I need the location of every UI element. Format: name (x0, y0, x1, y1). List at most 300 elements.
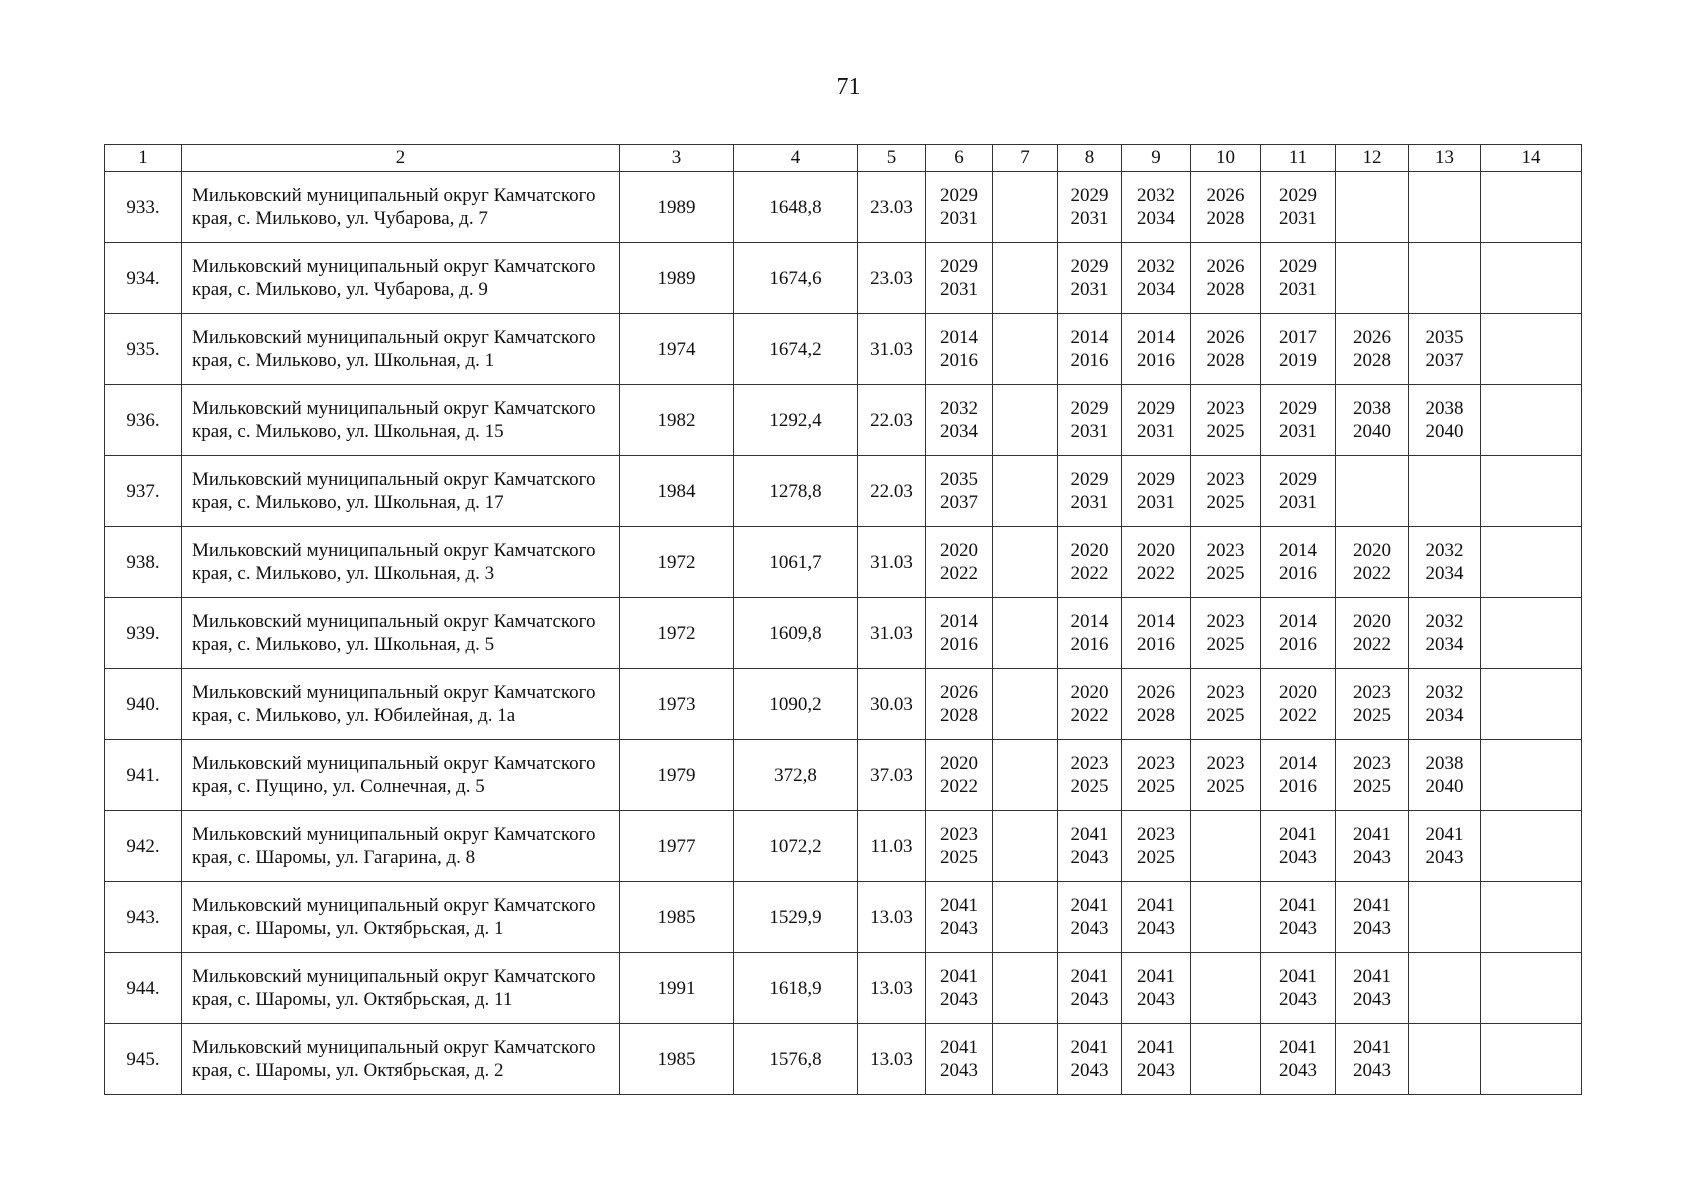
address-cell: Мильковский муниципальный округ Камчатского края, с. Мильково, ул. Школьная, д. 5 (182, 598, 620, 669)
period-start: 2014 (1137, 611, 1175, 632)
period-cell-c9 (1122, 527, 1191, 598)
period-start: 2014 (940, 611, 978, 632)
period-cell-c9 (1122, 172, 1191, 243)
period-cell-c12 (1336, 527, 1409, 598)
period-cell-c7 (993, 882, 1058, 953)
table-row (105, 456, 1582, 527)
period-cell-c10 (1191, 669, 1261, 740)
period-end: 2034 (1137, 279, 1175, 300)
period-cell-c7 (993, 1024, 1058, 1095)
column-header: 14 (1481, 145, 1582, 172)
row-number-cell: 938. (105, 527, 182, 598)
period-cell-c14 (1481, 953, 1582, 1024)
period-end: 2043 (940, 1060, 978, 1081)
address-cell: Мильковский муниципальный округ Камчатского края, с. Пущино, ул. Солнечная, д. 5 (182, 740, 620, 811)
year-built-cell: 1985 (620, 1024, 734, 1095)
period-cell-c14 (1481, 882, 1582, 953)
period-start: 2014 (1279, 611, 1317, 632)
period-cell-c10 (1191, 1024, 1261, 1095)
period-start: 2029 (1279, 256, 1317, 277)
period-end: 2025 (1353, 705, 1391, 726)
row-number-cell: 937. (105, 456, 182, 527)
period-cell-c11 (1261, 172, 1336, 243)
period-cell-c9 (1122, 669, 1191, 740)
period-start: 2029 (1070, 185, 1109, 206)
period-end: 2031 (1070, 279, 1109, 300)
period-start: 2029 (1070, 469, 1109, 490)
period-end: 2043 (1425, 847, 1464, 868)
period-end: 2043 (940, 918, 978, 939)
period-cell-c12 (1336, 882, 1409, 953)
column-header: 8 (1058, 145, 1122, 172)
code-cell: 31.03 (858, 314, 926, 385)
period-start: 2041 (1070, 1037, 1109, 1058)
period-cell-c13 (1409, 243, 1481, 314)
period-end: 2022 (1353, 634, 1391, 655)
period-cell-c12 (1336, 953, 1409, 1024)
table-row (105, 953, 1582, 1024)
period-cell-c10 (1191, 385, 1261, 456)
period-end: 2034 (1425, 705, 1464, 726)
period-end: 2016 (940, 634, 978, 655)
period-start: 2032 (1425, 540, 1464, 561)
period-start: 2041 (940, 895, 978, 916)
period-start: 2041 (1279, 966, 1317, 987)
period-start: 2026 (1206, 256, 1245, 277)
period-end: 2031 (1070, 421, 1109, 442)
period-cell-c12 (1336, 669, 1409, 740)
period-cell-c7 (993, 385, 1058, 456)
period-cell-c9 (1122, 953, 1191, 1024)
code-cell: 11.03 (858, 811, 926, 882)
period-cell-c8 (1058, 669, 1122, 740)
code-cell: 13.03 (858, 953, 926, 1024)
period-start: 2041 (1353, 824, 1391, 845)
period-end: 2016 (1070, 350, 1109, 371)
period-end: 2022 (940, 563, 978, 584)
period-start: 2029 (1279, 398, 1317, 419)
period-end: 2025 (1206, 492, 1245, 513)
period-cell-c13 (1409, 882, 1481, 953)
period-start: 2041 (1353, 895, 1391, 916)
period-end: 2025 (1137, 847, 1175, 868)
period-cell-c13 (1409, 527, 1481, 598)
column-header: 10 (1191, 145, 1261, 172)
period-cell-c6 (926, 456, 993, 527)
period-end: 2025 (1206, 634, 1245, 655)
period-cell-c9 (1122, 456, 1191, 527)
row-number-cell: 944. (105, 953, 182, 1024)
period-start: 2026 (1137, 682, 1175, 703)
period-cell-c10 (1191, 243, 1261, 314)
period-cell-c9 (1122, 740, 1191, 811)
column-header: 7 (993, 145, 1058, 172)
period-start: 2023 (1137, 753, 1175, 774)
period-start: 2029 (1279, 469, 1317, 490)
period-end: 2025 (1137, 776, 1175, 797)
period-start: 2023 (1353, 753, 1391, 774)
year-built-cell: 1982 (620, 385, 734, 456)
period-cell-c6 (926, 527, 993, 598)
period-start: 2032 (1425, 611, 1464, 632)
period-cell-c13 (1409, 172, 1481, 243)
period-cell-c8 (1058, 598, 1122, 669)
period-cell-c6 (926, 314, 993, 385)
year-built-cell: 1972 (620, 598, 734, 669)
period-cell-c10 (1191, 527, 1261, 598)
period-cell-c10 (1191, 314, 1261, 385)
period-end: 2034 (1137, 208, 1175, 229)
row-number-cell: 945. (105, 1024, 182, 1095)
period-start: 2014 (1070, 327, 1109, 348)
period-cell-c10 (1191, 740, 1261, 811)
area-cell: 1674,6 (734, 243, 858, 314)
period-end: 2025 (1206, 563, 1245, 584)
period-cell-c6 (926, 243, 993, 314)
period-cell-c9 (1122, 385, 1191, 456)
period-start: 2023 (1070, 753, 1109, 774)
period-end: 2028 (1353, 350, 1391, 371)
period-start: 2020 (1279, 682, 1317, 703)
period-start: 2023 (1206, 398, 1245, 419)
table-row (105, 811, 1582, 882)
period-start: 2020 (1137, 540, 1175, 561)
period-cell-c9 (1122, 243, 1191, 314)
table-row (105, 314, 1582, 385)
period-cell-c6 (926, 172, 993, 243)
period-cell-c9 (1122, 1024, 1191, 1095)
period-start: 2041 (1353, 966, 1391, 987)
period-end: 2016 (1279, 634, 1317, 655)
period-start: 2023 (1206, 469, 1245, 490)
year-built-cell: 1989 (620, 172, 734, 243)
period-cell-c14 (1481, 527, 1582, 598)
period-start: 2023 (1206, 611, 1245, 632)
period-end: 2031 (1279, 421, 1317, 442)
period-cell-c11 (1261, 882, 1336, 953)
period-end: 2043 (1353, 847, 1391, 868)
address-cell: Мильковский муниципальный округ Камчатского края, с. Мильково, ул. Школьная, д. 17 (182, 456, 620, 527)
period-cell-c10 (1191, 456, 1261, 527)
period-start: 2035 (940, 469, 978, 490)
period-start: 2023 (1206, 682, 1245, 703)
period-cell-c11 (1261, 598, 1336, 669)
period-cell-c6 (926, 811, 993, 882)
area-cell: 1576,8 (734, 1024, 858, 1095)
period-start: 2041 (1279, 1037, 1317, 1058)
period-end: 2043 (1137, 989, 1175, 1010)
period-cell-c11 (1261, 669, 1336, 740)
period-end: 2022 (940, 776, 978, 797)
period-end: 2025 (1206, 421, 1245, 442)
period-end: 2031 (1070, 492, 1109, 513)
area-cell: 372,8 (734, 740, 858, 811)
period-start: 2041 (1353, 1037, 1391, 1058)
period-cell-c8 (1058, 811, 1122, 882)
period-cell-c13 (1409, 811, 1481, 882)
column-header: 5 (858, 145, 926, 172)
period-start: 2026 (1353, 327, 1391, 348)
period-cell-c9 (1122, 598, 1191, 669)
period-cell-c14 (1481, 172, 1582, 243)
address-cell: Мильковский муниципальный округ Камчатского края, с. Мильково, ул. Чубарова, д. 9 (182, 243, 620, 314)
period-start: 2035 (1425, 327, 1464, 348)
period-start: 2029 (940, 256, 978, 277)
table-row (105, 243, 1582, 314)
year-built-cell: 1991 (620, 953, 734, 1024)
address-cell: Мильковский муниципальный округ Камчатского края, с. Мильково, ул. Юбилейная, д. 1а (182, 669, 620, 740)
period-end: 2043 (1137, 918, 1175, 939)
period-start: 2041 (1425, 824, 1464, 845)
period-end: 2043 (1279, 847, 1317, 868)
period-end: 2016 (940, 350, 978, 371)
period-cell-c11 (1261, 1024, 1336, 1095)
period-cell-c14 (1481, 385, 1582, 456)
row-number-cell: 936. (105, 385, 182, 456)
period-end: 2043 (1353, 989, 1391, 1010)
table-row (105, 172, 1582, 243)
code-cell: 13.03 (858, 1024, 926, 1095)
area-cell: 1061,7 (734, 527, 858, 598)
area-cell: 1278,8 (734, 456, 858, 527)
column-header: 6 (926, 145, 993, 172)
period-end: 2031 (1070, 208, 1109, 229)
period-cell-c11 (1261, 456, 1336, 527)
table-row (105, 385, 1582, 456)
year-built-cell: 1985 (620, 882, 734, 953)
code-cell: 22.03 (858, 456, 926, 527)
address-cell: Мильковский муниципальный округ Камчатского края, с. Мильково, ул. Школьная, д. 15 (182, 385, 620, 456)
period-cell-c9 (1122, 882, 1191, 953)
table-row (105, 1024, 1582, 1095)
address-cell: Мильковский муниципальный округ Камчатского края, с. Шаромы, ул. Октябрьская, д. 11 (182, 953, 620, 1024)
period-end: 2043 (1353, 1060, 1391, 1081)
row-number-cell: 933. (105, 172, 182, 243)
column-header: 9 (1122, 145, 1191, 172)
period-cell-c14 (1481, 740, 1582, 811)
period-end: 2043 (1353, 918, 1391, 939)
period-start: 2041 (1070, 966, 1109, 987)
table-row (105, 740, 1582, 811)
period-cell-c8 (1058, 1024, 1122, 1095)
row-number-cell: 939. (105, 598, 182, 669)
area-cell: 1072,2 (734, 811, 858, 882)
period-start: 2032 (1425, 682, 1464, 703)
period-start: 2020 (1070, 682, 1109, 703)
period-cell-c8 (1058, 385, 1122, 456)
period-start: 2014 (1137, 327, 1175, 348)
period-cell-c13 (1409, 385, 1481, 456)
code-cell: 23.03 (858, 172, 926, 243)
period-start: 2041 (1137, 1037, 1175, 1058)
period-start: 2026 (1206, 185, 1245, 206)
row-number-cell: 943. (105, 882, 182, 953)
area-cell: 1609,8 (734, 598, 858, 669)
period-end: 2034 (1425, 563, 1464, 584)
period-cell-c13 (1409, 456, 1481, 527)
period-start: 2023 (940, 824, 978, 845)
period-end: 2028 (1206, 279, 1245, 300)
period-cell-c14 (1481, 669, 1582, 740)
period-end: 2031 (1279, 279, 1317, 300)
period-start: 2014 (1070, 611, 1109, 632)
period-cell-c7 (993, 740, 1058, 811)
area-cell: 1529,9 (734, 882, 858, 953)
period-cell-c12 (1336, 314, 1409, 385)
row-number-cell: 940. (105, 669, 182, 740)
period-end: 2043 (1279, 1060, 1317, 1081)
table-row (105, 527, 1582, 598)
period-start: 2014 (1279, 540, 1317, 561)
period-cell-c6 (926, 740, 993, 811)
column-header: 12 (1336, 145, 1409, 172)
period-start: 2023 (1137, 824, 1175, 845)
period-cell-c10 (1191, 598, 1261, 669)
period-end: 2031 (1137, 492, 1175, 513)
period-cell-c13 (1409, 953, 1481, 1024)
code-cell: 31.03 (858, 598, 926, 669)
period-end: 2040 (1353, 421, 1391, 442)
year-built-cell: 1989 (620, 243, 734, 314)
period-end: 2016 (1137, 634, 1175, 655)
period-end: 2034 (1425, 634, 1464, 655)
period-end: 2025 (940, 847, 978, 868)
period-end: 2019 (1279, 350, 1317, 371)
period-end: 2043 (1070, 1060, 1109, 1081)
period-cell-c12 (1336, 243, 1409, 314)
period-start: 2032 (1137, 185, 1175, 206)
registry-table (104, 144, 1582, 1095)
period-cell-c7 (993, 598, 1058, 669)
period-end: 2025 (1206, 776, 1245, 797)
period-cell-c14 (1481, 598, 1582, 669)
period-start: 2014 (940, 327, 978, 348)
period-cell-c7 (993, 243, 1058, 314)
period-cell-c13 (1409, 598, 1481, 669)
period-end: 2040 (1425, 776, 1464, 797)
period-cell-c8 (1058, 456, 1122, 527)
period-start: 2029 (1070, 398, 1109, 419)
period-end: 2022 (1070, 705, 1109, 726)
period-end: 2043 (940, 989, 978, 1010)
period-start: 2020 (940, 540, 978, 561)
period-start: 2029 (1279, 185, 1317, 206)
period-end: 2016 (1279, 563, 1317, 584)
period-cell-c12 (1336, 385, 1409, 456)
year-built-cell: 1974 (620, 314, 734, 385)
period-start: 2041 (940, 1037, 978, 1058)
period-cell-c8 (1058, 953, 1122, 1024)
year-built-cell: 1977 (620, 811, 734, 882)
period-end: 2022 (1279, 705, 1317, 726)
period-cell-c11 (1261, 527, 1336, 598)
period-end: 2025 (1070, 776, 1109, 797)
period-end: 2043 (1070, 918, 1109, 939)
period-start: 2026 (940, 682, 978, 703)
address-cell: Мильковский муниципальный округ Камчатского края, с. Шаромы, ул. Октябрьская, д. 2 (182, 1024, 620, 1095)
period-start: 2029 (1070, 256, 1109, 277)
period-start: 2041 (1279, 824, 1317, 845)
period-cell-c7 (993, 669, 1058, 740)
year-built-cell: 1973 (620, 669, 734, 740)
period-cell-c7 (993, 811, 1058, 882)
area-cell: 1618,9 (734, 953, 858, 1024)
period-cell-c6 (926, 1024, 993, 1095)
area-cell: 1648,8 (734, 172, 858, 243)
period-cell-c11 (1261, 314, 1336, 385)
period-end: 2028 (1206, 208, 1245, 229)
period-start: 2032 (1137, 256, 1175, 277)
period-end: 2031 (1279, 492, 1317, 513)
period-cell-c10 (1191, 172, 1261, 243)
period-end: 2043 (1137, 1060, 1175, 1081)
row-number-cell: 942. (105, 811, 182, 882)
period-cell-c12 (1336, 172, 1409, 243)
period-end: 2025 (1206, 705, 1245, 726)
area-cell: 1674,2 (734, 314, 858, 385)
period-end: 2028 (1206, 350, 1245, 371)
table-row (105, 882, 1582, 953)
period-end: 2043 (1279, 918, 1317, 939)
period-start: 2029 (940, 185, 978, 206)
address-cell: Мильковский муниципальный округ Камчатского края, с. Шаромы, ул. Гагарина, д. 8 (182, 811, 620, 882)
period-start: 2032 (940, 398, 978, 419)
period-start: 2041 (1279, 895, 1317, 916)
period-cell-c8 (1058, 314, 1122, 385)
area-cell: 1090,2 (734, 669, 858, 740)
period-end: 2031 (940, 279, 978, 300)
period-end: 2022 (1137, 563, 1175, 584)
period-start: 2020 (1070, 540, 1109, 561)
period-end: 2043 (1070, 847, 1109, 868)
period-cell-c10 (1191, 882, 1261, 953)
code-cell: 37.03 (858, 740, 926, 811)
period-cell-c8 (1058, 243, 1122, 314)
period-cell-c14 (1481, 314, 1582, 385)
period-cell-c6 (926, 385, 993, 456)
code-cell: 30.03 (858, 669, 926, 740)
period-cell-c13 (1409, 314, 1481, 385)
period-start: 2038 (1353, 398, 1391, 419)
column-header: 1 (105, 145, 182, 172)
address-cell: Мильковский муниципальный округ Камчатского края, с. Мильково, ул. Школьная, д. 3 (182, 527, 620, 598)
period-cell-c13 (1409, 669, 1481, 740)
code-cell: 31.03 (858, 527, 926, 598)
period-end: 2022 (1353, 563, 1391, 584)
period-start: 2023 (1206, 540, 1245, 561)
period-cell-c9 (1122, 314, 1191, 385)
period-cell-c13 (1409, 1024, 1481, 1095)
column-header: 11 (1261, 145, 1336, 172)
period-cell-c6 (926, 669, 993, 740)
period-end: 2022 (1070, 563, 1109, 584)
period-cell-c12 (1336, 598, 1409, 669)
period-cell-c12 (1336, 740, 1409, 811)
period-end: 2025 (1353, 776, 1391, 797)
period-start: 2023 (1353, 682, 1391, 703)
period-cell-c10 (1191, 953, 1261, 1024)
period-end: 2031 (1279, 208, 1317, 229)
period-cell-c11 (1261, 385, 1336, 456)
period-end: 2034 (940, 421, 978, 442)
area-cell: 1292,4 (734, 385, 858, 456)
period-cell-c8 (1058, 527, 1122, 598)
table-row (105, 669, 1582, 740)
code-cell: 22.03 (858, 385, 926, 456)
column-header: 13 (1409, 145, 1481, 172)
column-header: 4 (734, 145, 858, 172)
table-row (105, 598, 1582, 669)
